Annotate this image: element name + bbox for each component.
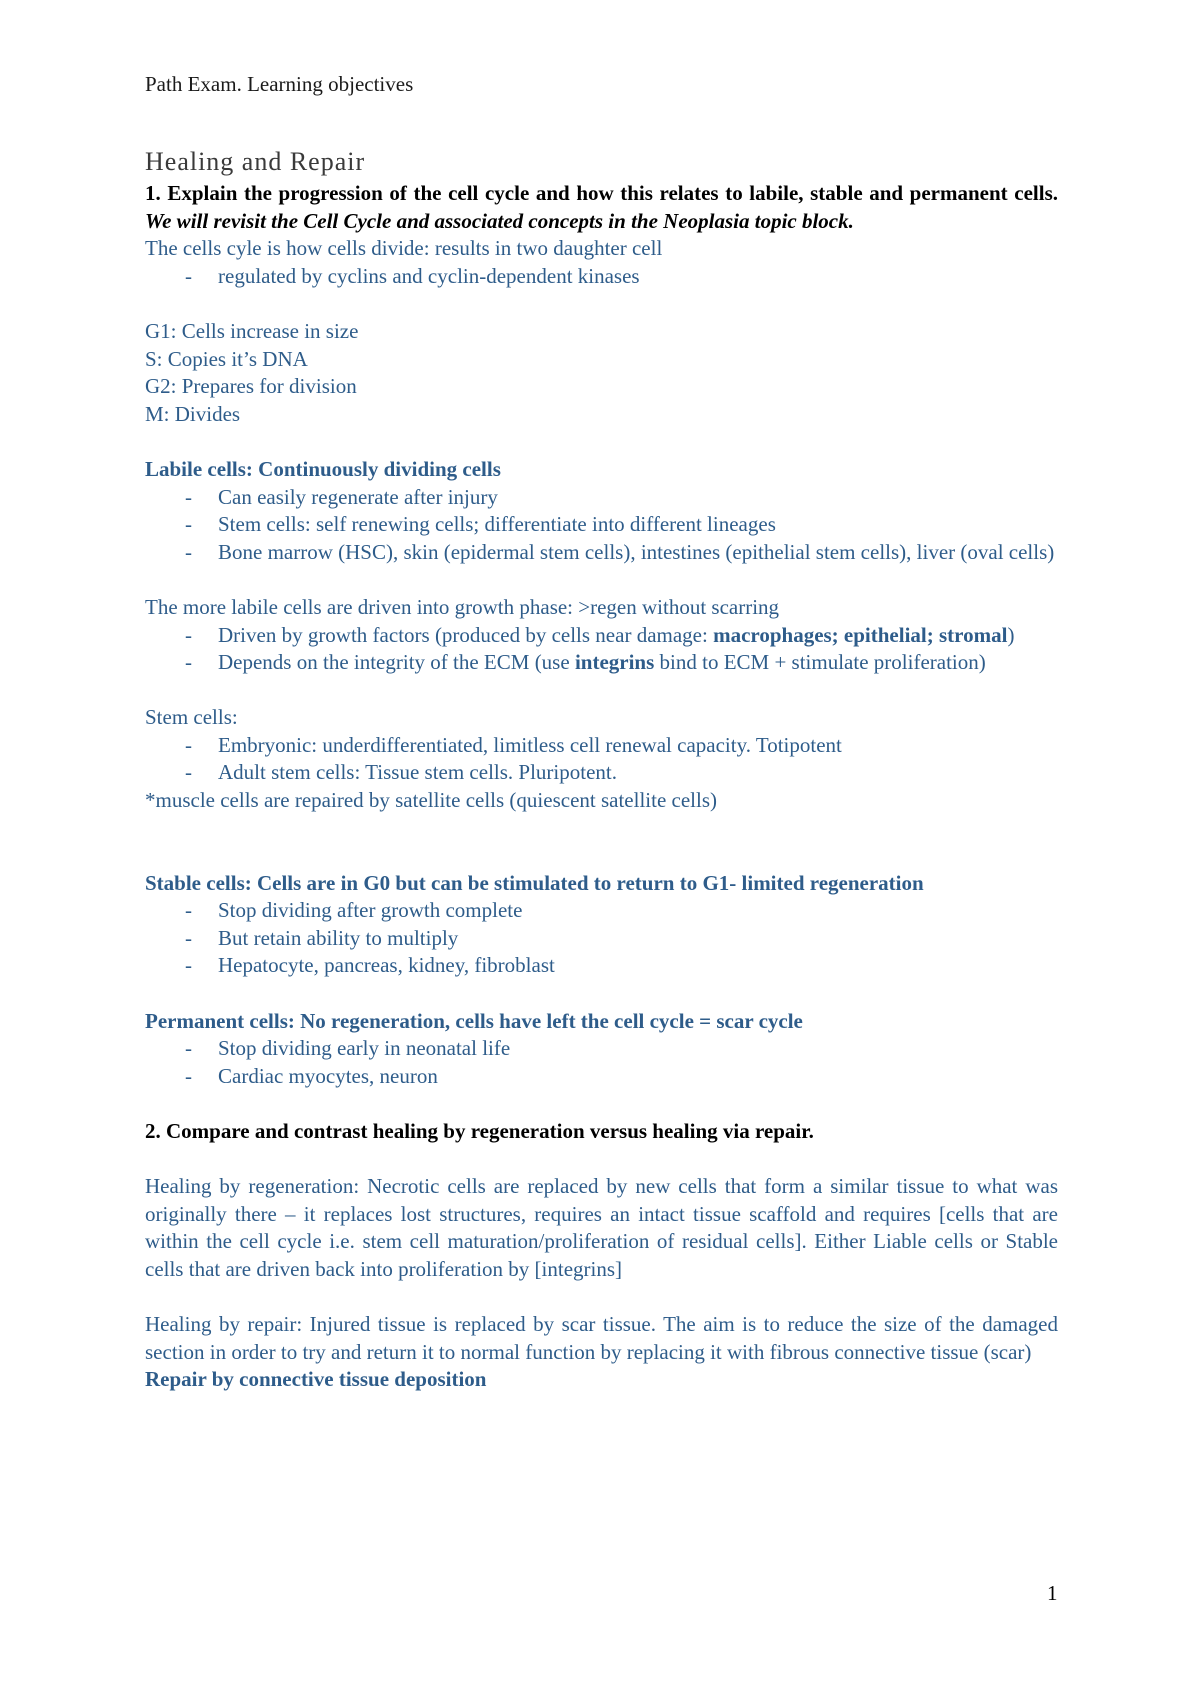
labile-list — [145, 484, 1058, 567]
growth-item1-end: ) — [1007, 622, 1015, 647]
stem-note: *muscle cells are repaired by satellite cells (quiescent satellite cells) — [145, 788, 718, 813]
question-1 — [145, 180, 1058, 235]
page-number: 1 — [1047, 1581, 1058, 1605]
page-content — [145, 144, 1058, 1394]
section-title: Healing and Repair — [145, 147, 366, 176]
regeneration-paragraph: Healing by regeneration: Necrotic cells are replaced by new cells that form a similar tissue to what was originally there – it replaces lost structures, requires an intact tissue scaffold and requires [cells that are within the cell cycle i.e. stem cell maturation/proliferation of residual cells]. Either Liable cells or Stable cells that are driven back into proliferation by [integrins] — [145, 1174, 1058, 1281]
phase-g2: G2: Prepares for division — [145, 374, 357, 399]
stable-list — [145, 897, 1058, 980]
stable-heading: Stable cells: Cells are in G0 but can be stimulated to return to G1- limited regeneration — [145, 870, 924, 895]
cell-cycle-section — [145, 235, 1058, 1118]
page-header: Path Exam. Learning objectives — [145, 72, 414, 96]
repair-heading: Repair by connective tissue deposition — [145, 1367, 487, 1392]
cell-cycle-intro: The cells cyle is how cells divide: results in two daughter cell — [145, 236, 663, 261]
permanent-heading: Permanent cells: No regeneration, cells have left the cell cycle = scar cycle — [145, 1008, 803, 1033]
growth-list — [145, 622, 1058, 677]
list-item: - Embryonic: underdifferentiated, limitless cell renewal capacity. Totipotent — [145, 732, 1058, 760]
growth-intro: The more labile cells are driven into growth phase: >regen without scarring — [145, 594, 780, 619]
cell-cycle-list — [145, 263, 1058, 291]
list-item: - But retain ability to multiply — [145, 925, 1058, 953]
growth-item2-end: bind to ECM + stimulate proliferation) — [654, 650, 986, 675]
permanent-list — [145, 1035, 1058, 1090]
list-item: - Stop dividing after growth complete — [145, 897, 1058, 925]
question-2: 2. Compare and contrast healing by regeneration versus healing via repair. — [145, 1119, 814, 1143]
list-item — [145, 649, 1058, 677]
question-1-text: 1. Explain the progression of the cell cycle and how this relates to labile, stable and permanent cells. — [145, 181, 1058, 205]
growth-item2-bold: integrins — [574, 650, 655, 675]
list-item: - Adult stem cells: Tissue stem cells. Pluripotent. — [145, 759, 1058, 787]
phase-m: M: Divides — [145, 401, 241, 426]
phase-g1: G1: Cells increase in size — [145, 318, 359, 343]
growth-item1-text: Driven by growth factors (produced by cells near damage: — [218, 622, 714, 647]
list-item: - regulated by cyclins and cyclin-dependent kinases — [145, 263, 1058, 291]
list-item: - Bone marrow (HSC), skin (epidermal stem cells), intestines (epithelial stem cells), liver (oval cells) — [145, 539, 1058, 567]
repair-paragraph: Healing by repair: Injured tissue is replaced by scar tissue. The aim is to reduce the size of the damaged section in order to try and return it to normal function by replacing it with fibrous connective tissue (scar) — [145, 1312, 1058, 1364]
question-1-note: We will revisit the Cell Cycle and associated concepts in the Neoplasia topic block. — [145, 208, 854, 233]
growth-item1-bold: macrophages; epithelial; stromal — [713, 622, 1008, 647]
list-item: - Can easily regenerate after injury — [145, 484, 1058, 512]
list-item: - Hepatocyte, pancreas, kidney, fibroblast — [145, 952, 1058, 980]
list-item — [145, 622, 1058, 650]
stem-heading: Stem cells: — [145, 705, 238, 730]
labile-heading: Labile cells: Continuously dividing cells — [145, 456, 501, 481]
stem-list — [145, 732, 1058, 787]
list-item: - Stem cells: self renewing cells; differentiate into different lineages — [145, 511, 1058, 539]
list-item: - Cardiac myocytes, neuron — [145, 1063, 1058, 1091]
growth-item2-text: Depends on the integrity of the ECM (use — [218, 650, 575, 675]
list-item: - Stop dividing early in neonatal life — [145, 1035, 1058, 1063]
phase-s: S: Copies it’s DNA — [145, 346, 308, 371]
